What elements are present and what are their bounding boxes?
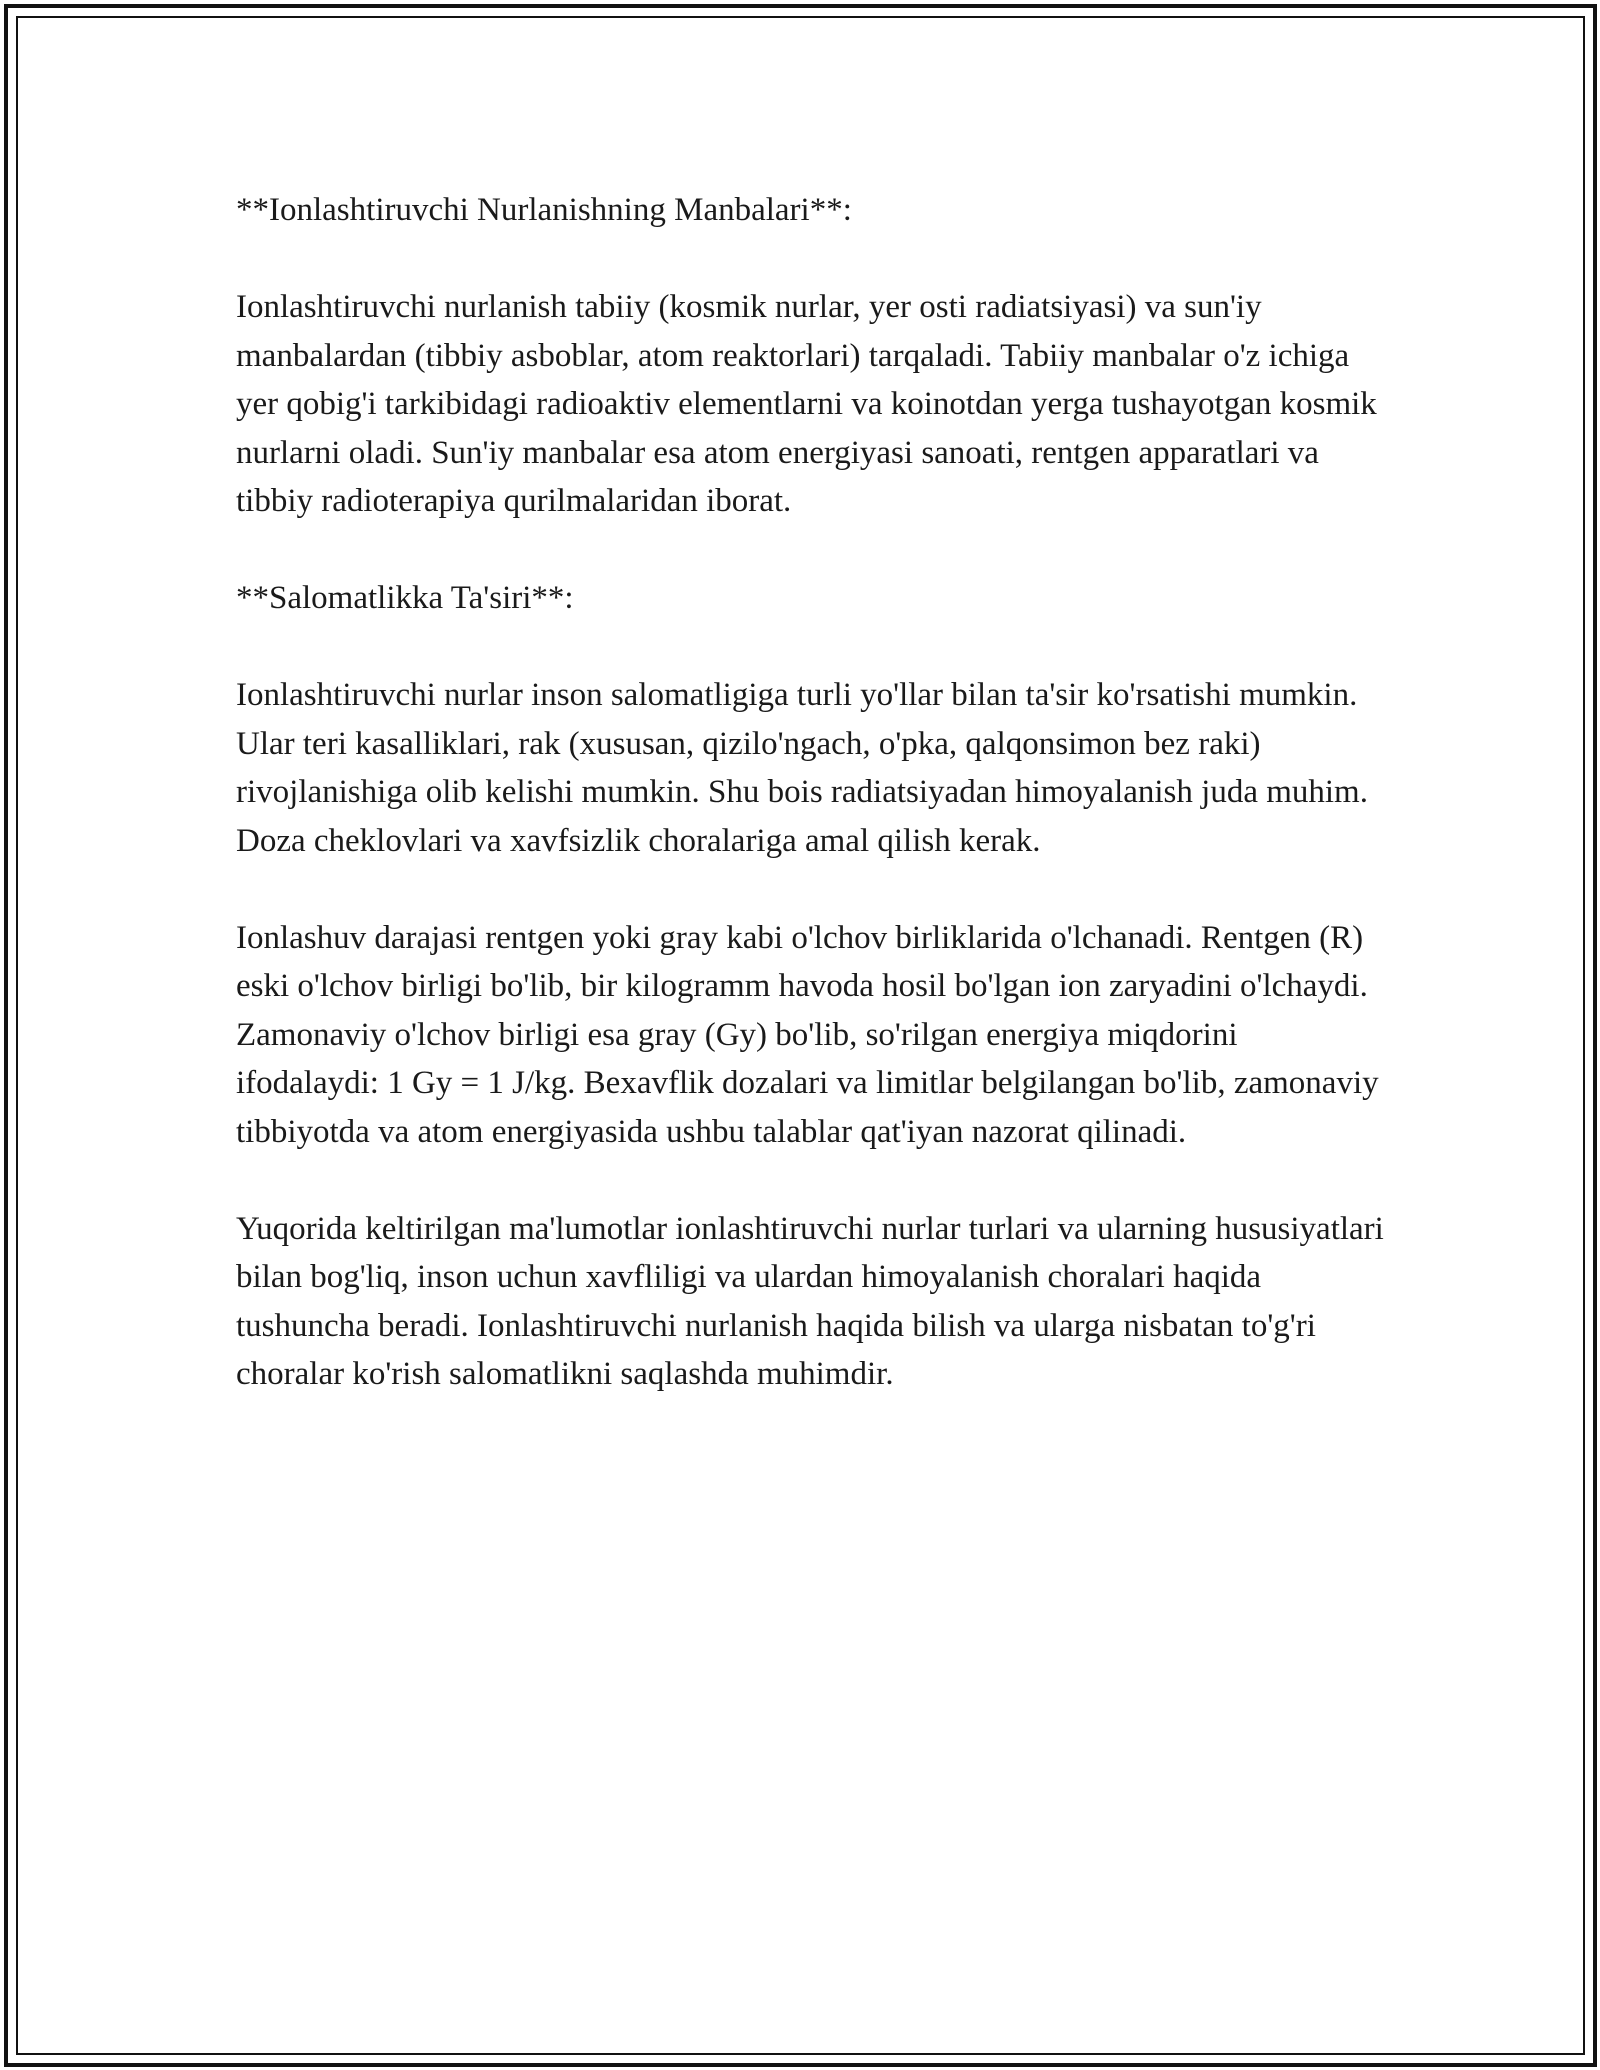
paragraph-sources: Ionlashtiruvchi nurlanish tabiiy (kosmik nurlar, yer osti radiatsiyasi) va sun'iy manbalardan (tibbiy asboblar, atom reaktorlari) tarqaladi. Tabiiy manbalar o'z ichiga yer qobig'i tarkibidagi radioaktiv elementlarni va koinotdan yerga tushayotgan kosmik nurlarni oladi. Sun'iy manbalar esa atom energiyasi sanoati, rentgen apparatlari va tibbiy radioterapiya qurilmalaridan iborat. bbox=[236, 289, 1377, 519]
document-body bbox=[236, 186, 1386, 1447]
paragraph-conclusion: Yuqorida keltirilgan ma'lumotlar ionlashtiruvchi nurlar turlari va ularning hususiyatlari bilan bog'liq, inson uchun xavfliligi va ulardan himoyalanish choralari haqida tushuncha beradi. Ionlashtiruvchi nurlanish haqida bilish va ularga nisbatan to'g'ri choralar ko'rish salomatlikni saqlashda muhimdir. bbox=[236, 1210, 1384, 1392]
heading-health: **Salomatlikka Ta'siri**: bbox=[236, 580, 574, 616]
heading-sources: **Ionlashtiruvchi Nurlanishning Manbalari**: bbox=[236, 192, 852, 228]
paragraph-health: Ionlashtiruvchi nurlar inson salomatligiga turli yo'llar bilan ta'sir ko'rsatishi mumkin. Ular teri kasalliklari, rak (xususan, qizilo'ngach, o'pka, qalqonsimon bez raki) rivojlanishiga olib kelishi mumkin. Shu bois radiatsiyadan himoyalanish juda muhim. Doza cheklovlari va xavfsizlik choralariga amal qilish kerak. bbox=[236, 677, 1368, 859]
paragraph-units: Ionlashuv darajasi rentgen yoki gray kabi o'lchov birliklarida o'lchanadi. Rentgen (R) eski o'lchov birligi bo'lib, bir kilogramm havoda hosil bo'lgan ion zaryadini o'lchaydi. Zamonaviy o'lchov birligi esa gray (Gy) bo'lib, so'rilgan energiya miqdorini ifodalaydi: 1 Gy = 1 J/kg. Bexavflik dozalari va limitlar belgilangan bo'lib, zamonaviy tibbiyotda va atom energiyasida ushbu talablar qat'iyan nazorat qilinadi. bbox=[236, 919, 1379, 1150]
